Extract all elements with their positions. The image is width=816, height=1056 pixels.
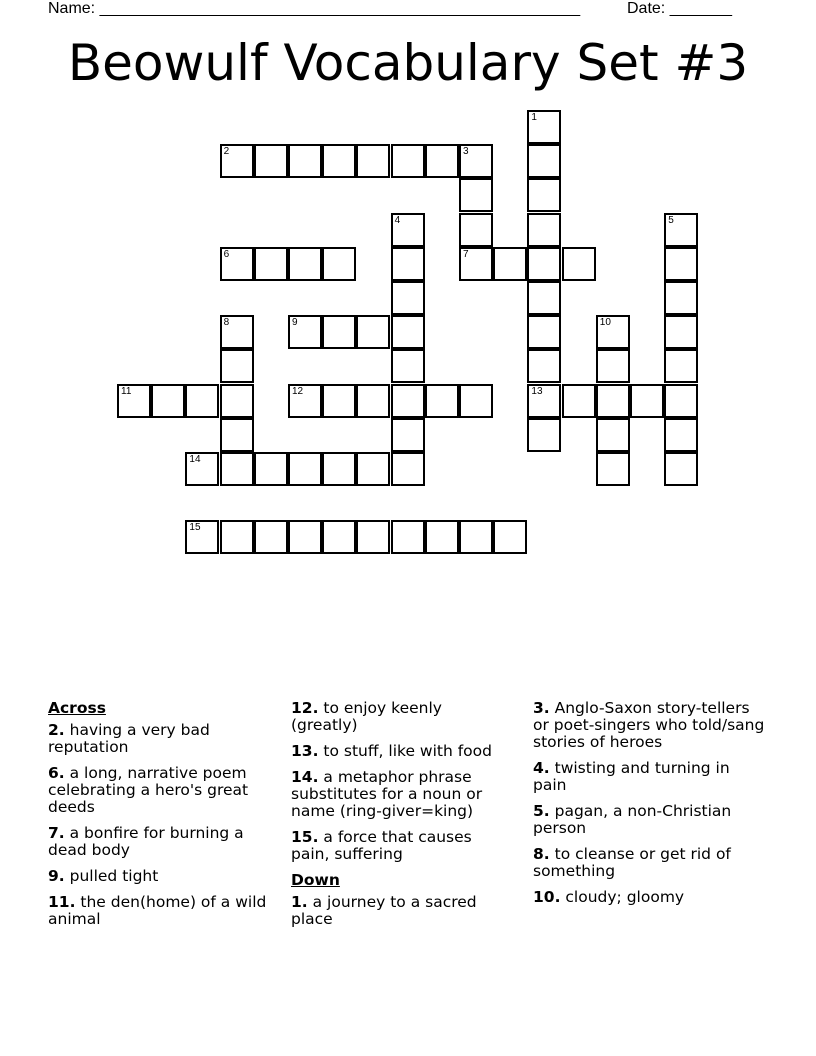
clues-column-3 — [533, 700, 765, 915]
crossword-cell[interactable] — [459, 520, 493, 554]
crossword-cell[interactable] — [356, 144, 390, 178]
crossword-cell[interactable] — [527, 247, 561, 281]
crossword-cell[interactable] — [254, 247, 288, 281]
cell-number: 3 — [463, 146, 469, 158]
crossword-cell[interactable] — [562, 384, 596, 418]
crossword-cell[interactable] — [596, 384, 630, 418]
cell-number: 14 — [189, 454, 201, 465]
clue-text: pulled tight — [69, 867, 159, 885]
crossword-cell[interactable] — [185, 520, 219, 554]
crossword-cell[interactable] — [459, 247, 493, 281]
crossword-cell[interactable] — [527, 349, 561, 383]
crossword-cell[interactable] — [356, 520, 390, 554]
clue-across-13 — [291, 743, 506, 760]
crossword-cell[interactable] — [493, 520, 527, 554]
crossword-cell[interactable] — [425, 384, 459, 418]
clue-text: cloudy; gloomy — [565, 888, 685, 906]
crossword-cell[interactable] — [151, 384, 185, 418]
clue-number: 9. — [48, 867, 65, 885]
clue-text: to enjoy keenly (greatly) — [291, 699, 442, 734]
clue-number: 11. — [48, 893, 76, 911]
clue-number: 15. — [291, 828, 319, 846]
cell-number: 4 — [394, 214, 401, 226]
clue-text: a bonfire for burning a dead body — [48, 824, 244, 859]
cell-number: 15 — [189, 522, 201, 534]
cell-number: 11 — [121, 385, 132, 397]
crossword-cell[interactable] — [425, 144, 459, 178]
crossword-cell[interactable] — [493, 247, 527, 281]
crossword-cell[interactable] — [254, 452, 288, 486]
clue-number: 3. — [533, 699, 550, 717]
clue-text: the den(home) of a wild animal — [48, 893, 267, 928]
cell-number: 1 — [531, 112, 537, 123]
crossword-cell[interactable] — [664, 452, 698, 486]
crossword-cell[interactable] — [220, 315, 254, 349]
crossword-cell[interactable] — [630, 384, 664, 418]
clue-number: 4. — [533, 759, 550, 777]
crossword-cell[interactable] — [562, 247, 596, 281]
clue-number: 1. — [291, 893, 308, 911]
clue-down-5 — [533, 803, 765, 837]
crossword-cell[interactable] — [391, 315, 425, 349]
clue-text: Anglo-Saxon story-tellers or poet-singers who told/sang stories of heroes — [533, 699, 765, 751]
crossword-cell[interactable] — [220, 247, 254, 281]
crossword-cell[interactable] — [596, 418, 630, 452]
clue-down-8 — [533, 846, 765, 880]
crossword-cell[interactable] — [254, 520, 288, 554]
crossword-cell[interactable] — [527, 144, 561, 178]
crossword-cell[interactable] — [322, 315, 356, 349]
clue-number: 5. — [533, 802, 550, 820]
clue-text: to stuff, like with food — [323, 742, 492, 760]
name-field[interactable]: Name: ______________________________________________________ — [48, 0, 581, 17]
crossword-cell[interactable] — [664, 384, 698, 418]
clue-across-12 — [291, 700, 506, 734]
cell-number: 6 — [223, 248, 230, 260]
crossword-cell[interactable] — [459, 178, 493, 212]
clue-across-15 — [291, 829, 506, 863]
crossword-cell[interactable] — [288, 452, 322, 486]
cell-number: 9 — [292, 317, 298, 329]
crossword-cell[interactable] — [527, 213, 561, 247]
crossword-cell[interactable] — [391, 281, 425, 315]
clue-text: a metaphor phrase substitutes for a noun or name (ring-giver=king) — [291, 768, 483, 820]
crossword-cell[interactable] — [288, 315, 322, 349]
clue-number: 12. — [291, 699, 319, 717]
crossword-cell[interactable] — [185, 452, 219, 486]
crossword-cell[interactable] — [527, 281, 561, 315]
crossword-cell[interactable] — [322, 384, 356, 418]
crossword-cell[interactable] — [220, 349, 254, 383]
page-title: Beowulf Vocabulary Set #3 — [67, 34, 749, 92]
crossword-cell[interactable] — [391, 349, 425, 383]
crossword-cell[interactable] — [356, 384, 390, 418]
clue-number: 10. — [533, 888, 561, 906]
crossword-cell[interactable] — [527, 110, 561, 144]
crossword-cell[interactable] — [596, 349, 630, 383]
clue-down-3 — [533, 700, 765, 751]
crossword-cell[interactable] — [220, 384, 254, 418]
crossword-cell[interactable] — [425, 520, 459, 554]
crossword-cell[interactable] — [391, 520, 425, 554]
cell-number: 8 — [223, 317, 230, 329]
crossword-cell[interactable] — [391, 418, 425, 452]
cell-number: 10 — [599, 317, 611, 329]
clue-number: 2. — [48, 721, 65, 739]
crossword-cell[interactable] — [322, 452, 356, 486]
crossword-cell[interactable] — [220, 520, 254, 554]
date-field[interactable]: Date: _______ — [627, 0, 732, 17]
crossword-cell[interactable] — [596, 315, 630, 349]
clue-text: twisting and turning in pain — [533, 759, 730, 794]
crossword-cell[interactable] — [527, 384, 561, 418]
crossword-cell[interactable] — [459, 384, 493, 418]
crossword-cell[interactable] — [596, 452, 630, 486]
cell-number: 13 — [531, 385, 543, 397]
crossword-cell[interactable] — [664, 315, 698, 349]
cell-number: 7 — [463, 248, 469, 260]
crossword-cell[interactable] — [322, 144, 356, 178]
clues-column-1 — [48, 700, 278, 937]
clue-number: 13. — [291, 742, 319, 760]
clues-column-2 — [291, 700, 506, 937]
crossword-cell[interactable] — [391, 384, 425, 418]
clue-number: 14. — [291, 768, 319, 786]
clue-across-9 — [48, 868, 278, 885]
crossword-cell[interactable] — [288, 384, 322, 418]
cell-number: 2 — [223, 146, 230, 158]
crossword-cell[interactable] — [322, 247, 356, 281]
crossword-cell[interactable] — [664, 418, 698, 452]
clue-across-6 — [48, 765, 278, 816]
crossword-cell[interactable] — [288, 520, 322, 554]
crossword-cell[interactable] — [117, 384, 151, 418]
crossword-cell[interactable] — [322, 520, 356, 554]
clue-number: 6. — [48, 764, 65, 782]
crossword-cell[interactable] — [459, 213, 493, 247]
clue-down-1 — [291, 894, 506, 928]
clue-across-14 — [291, 769, 506, 820]
crossword-cell[interactable] — [664, 281, 698, 315]
crossword-cell[interactable] — [527, 315, 561, 349]
clue-text: a force that causes pain, suffering — [291, 828, 472, 863]
clue-number: 7. — [48, 824, 65, 842]
crossword-cell[interactable] — [391, 247, 425, 281]
crossword-cell[interactable] — [391, 452, 425, 486]
clue-text: a journey to a sacred place — [291, 893, 477, 928]
crossword-cell[interactable] — [664, 213, 698, 247]
crossword-cell[interactable] — [664, 247, 698, 281]
crossword-cell[interactable] — [527, 178, 561, 212]
crossword-cell[interactable] — [254, 144, 288, 178]
cell-number: 5 — [668, 214, 674, 226]
clue-text: a long, narrative poem celebrating a hero's great deeds — [48, 764, 249, 816]
clue-across-7 — [48, 825, 278, 859]
crossword-cell[interactable] — [391, 213, 425, 247]
cell-number: 12 — [292, 385, 304, 397]
crossword-cell[interactable] — [356, 315, 390, 349]
crossword-cell[interactable] — [288, 144, 322, 178]
clue-down-4 — [533, 760, 765, 794]
crossword-cell[interactable] — [185, 384, 219, 418]
clue-text: having a very bad reputation — [48, 721, 210, 756]
crossword-cell[interactable] — [288, 247, 322, 281]
crossword-cell[interactable] — [527, 418, 561, 452]
crossword-cell[interactable] — [459, 144, 493, 178]
crossword-cell[interactable] — [220, 452, 254, 486]
clue-text: pagan, a non-Christian person — [533, 802, 732, 837]
clue-text: to cleanse or get rid of something — [533, 845, 731, 880]
down-heading: Down — [291, 871, 340, 889]
crossword-cell[interactable] — [391, 144, 425, 178]
crossword-cell[interactable] — [220, 418, 254, 452]
clue-down-10 — [533, 889, 765, 906]
across-heading: Across — [48, 699, 106, 717]
clue-number: 8. — [533, 845, 550, 863]
crossword-cell[interactable] — [220, 144, 254, 178]
crossword-cell[interactable] — [664, 349, 698, 383]
clue-across-2 — [48, 722, 278, 756]
crossword-cell[interactable] — [356, 452, 390, 486]
clue-across-11 — [48, 894, 278, 928]
